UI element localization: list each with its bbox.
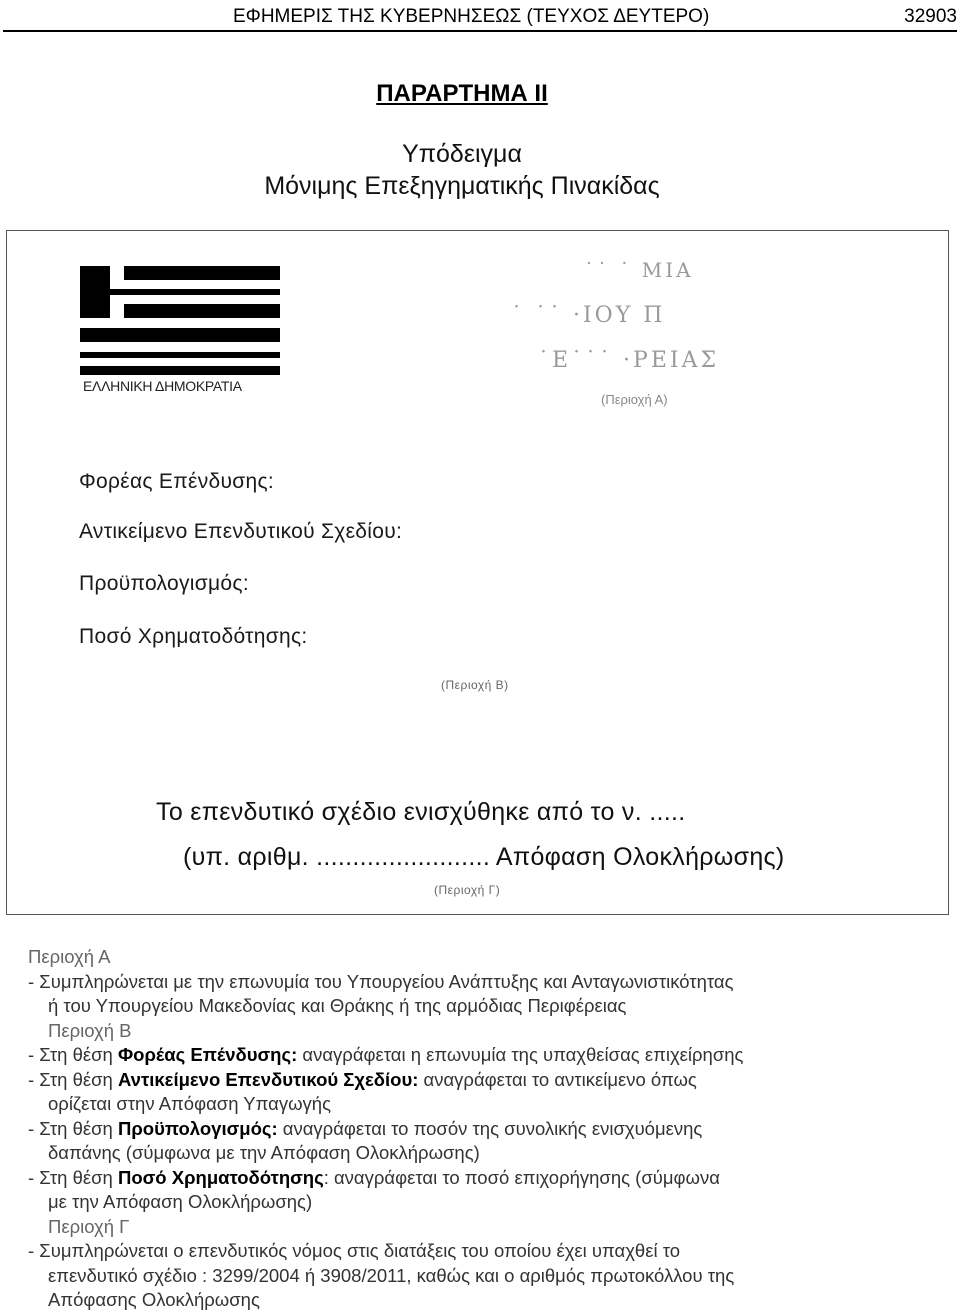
annex-subtitle-line1: Υπόδειγμα xyxy=(402,140,522,168)
greek-flag-logo xyxy=(80,266,280,394)
statement-line1: Το επενδυτικό σχέδιο ενισχύθηκε από το ν. ..... xyxy=(156,798,686,826)
annex-title: ΠΑΡΑΡΤΗΜΑ ΙΙ xyxy=(376,80,548,107)
sign-template-panel xyxy=(6,230,949,915)
area-c-text-1: - Συμπληρώνεται ο επενδυτικός νόμος στις διατάξεις του οποίου έχει υπαχθεί το xyxy=(28,1240,681,1261)
field-funding-label: Ποσό Χρηματοδότησης: xyxy=(79,625,308,648)
statement-line2: (υπ. αριθμ. ........................ Απόφαση Ολοκλήρωσης) xyxy=(183,843,785,871)
faded-ministry-line2: ˙ ˙˙ ·ΙΟΥ Π xyxy=(511,303,666,328)
area-b-note: (Περιοχή Β) xyxy=(441,678,509,692)
area-b-item-2-cont: ορίζεται στην Απόφαση Υπαγωγής xyxy=(48,1093,331,1114)
faded-ministry-line3: ˙Ε˙˙˙ ·ΡΕΙΑΣ xyxy=(538,348,720,373)
header-rule xyxy=(3,30,957,32)
area-b-item-4-cont: με την Απόφαση Ολοκλήρωσης) xyxy=(48,1191,313,1212)
field-object-label: Αντικείμενο Επενδυτικού Σχεδίου: xyxy=(79,520,403,543)
area-b-item-4: - Στη θέση Ποσό Χρηματοδότησης: αναγράφεται το ποσό επιχορήγησης (σύμφωνα xyxy=(28,1166,720,1188)
area-c-text-2: επενδυτικό σχέδιο : 3299/2004 ή 3908/2011, καθώς και ο αριθμός πρωτοκόλλου της xyxy=(48,1264,735,1286)
area-c-text-3: Απόφασης Ολοκλήρωσης xyxy=(48,1289,260,1310)
area-b-item-3: - Στη θέση Προϋπολογισμός: αναγράφεται το ποσόν της συνολικής ενισχυόμενης xyxy=(28,1117,703,1139)
area-b-item-1: - Στη θέση Φορέας Επένδυσης: αναγράφεται η επωνυμία της υπαχθείσας επιχείρησης xyxy=(28,1044,744,1065)
faded-area-a-note: (Περιοχή Α) xyxy=(601,392,668,407)
instructions xyxy=(28,945,918,1313)
field-investor-label: Φορέας Επένδυσης: xyxy=(79,470,275,493)
field-budget-label: Προϋπολογισμός: xyxy=(79,572,249,595)
flag-caption: ΕΛΛΗΝΙΚΗ ΔΗΜΟΚΡΑΤΙΑ xyxy=(83,378,242,394)
area-b-item-2: - Στη θέση Αντικείμενο Επενδυτικού Σχεδίου: αναγράφεται το αντικείμενο όπως xyxy=(28,1068,697,1090)
area-a-text-2: ή του Υπουργείου Μακεδονίας και Θράκης ή της αρμόδιας Περιφέρειας xyxy=(48,995,627,1016)
area-c-heading: Περιοχή Γ xyxy=(48,1215,130,1237)
area-c-note: (Περιοχή Γ) xyxy=(434,883,501,897)
annex-subtitle-line2: Μόνιμης Επεξηγηματικής Πινακίδας xyxy=(264,172,660,200)
page-number: 32903 xyxy=(904,6,957,27)
gazette-title: ΕΦΗΜΕΡΙΣ ΤΗΣ ΚΥΒΕΡΝΗΣΕΩΣ (ΤΕΥΧΟΣ ΔΕΥΤΕΡΟ) xyxy=(233,6,710,27)
faded-ministry-line1: ˙˙ ˙ ΜΙΑ xyxy=(584,258,694,282)
area-b-heading: Περιοχή Β xyxy=(48,1019,132,1041)
area-a-heading: Περιοχή Α xyxy=(28,946,111,967)
area-a-text-1: - Συμπληρώνεται με την επωνυμία του Υπουργείου Ανάπτυξης και Ανταγωνιστικότητας xyxy=(28,970,734,992)
area-b-item-3-cont: δαπάνης (σύμφωνα με την Απόφαση Ολοκλήρωσης) xyxy=(48,1142,480,1163)
gazette-header xyxy=(0,0,960,30)
